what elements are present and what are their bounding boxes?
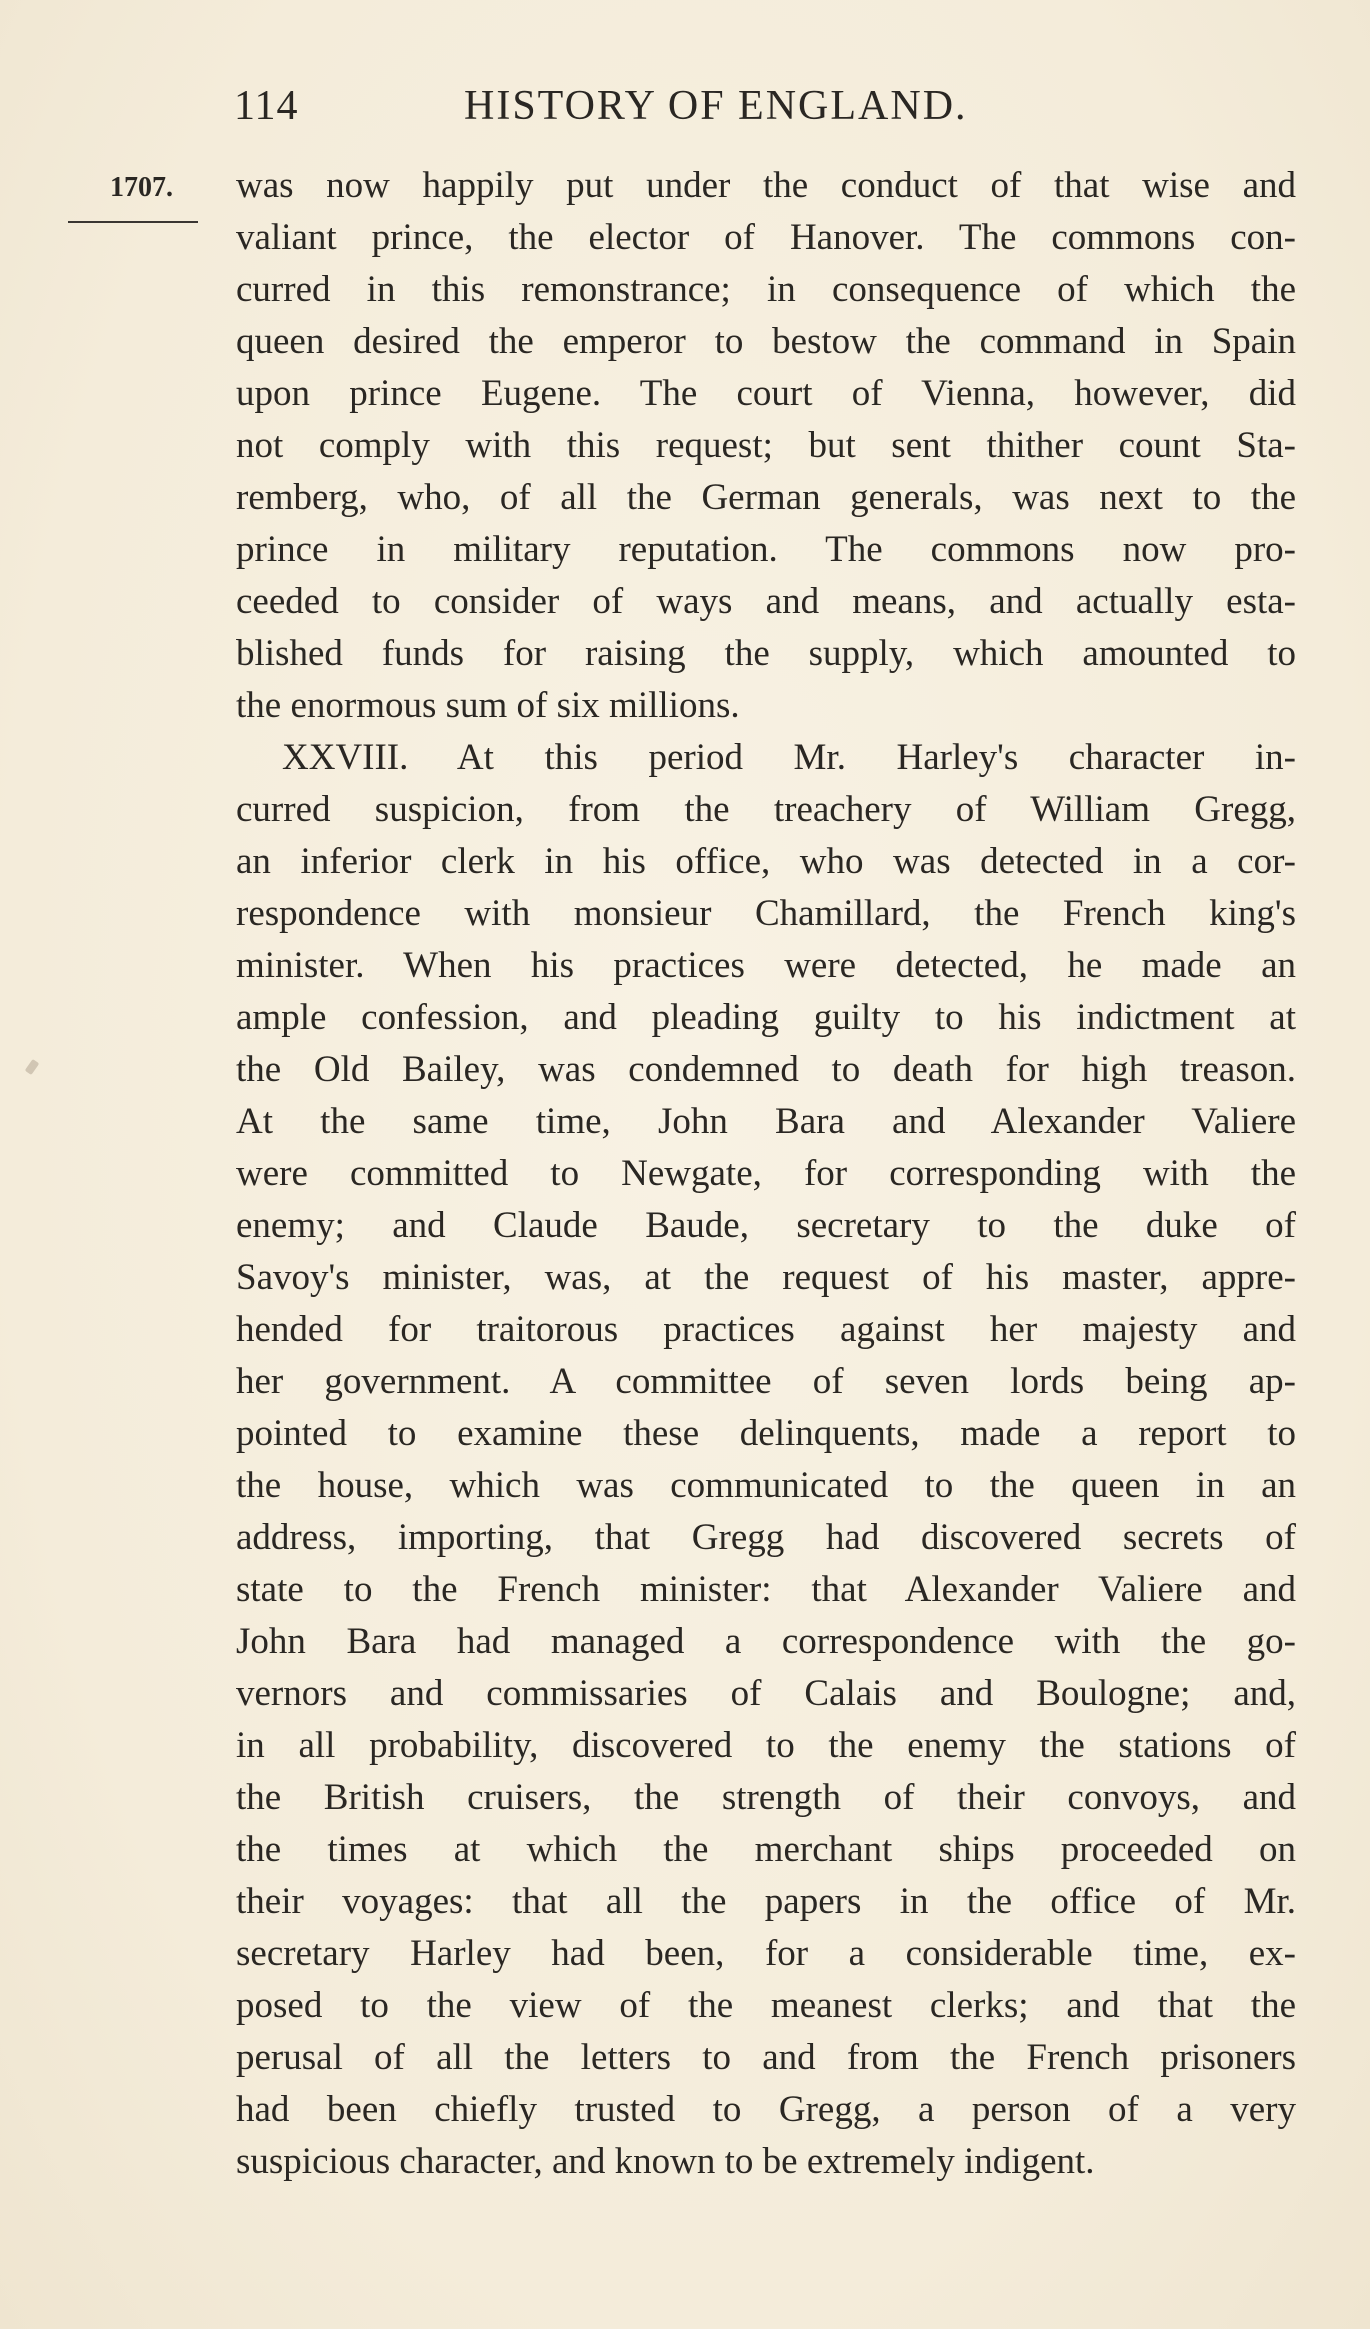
text-line: the times at which the merchant ships proceeded on [236, 1829, 1296, 1870]
text-line: in all probability, discovered to the enemy the stations of [236, 1725, 1296, 1766]
text-line: XXVIII. At this period Mr. Harley's character in- [282, 737, 1296, 778]
text-line: ceeded to consider of ways and means, and actually esta- [236, 581, 1296, 622]
running-title: HISTORY OF ENGLAND. [464, 83, 968, 129]
text-line: blished funds for raising the supply, which amounted to [236, 633, 1296, 674]
text-line: upon prince Eugene. The court of Vienna, however, did [236, 373, 1296, 414]
text-line: prince in military reputation. The commons now pro- [236, 529, 1296, 570]
text-line: pointed to examine these delinquents, made a report to [236, 1413, 1296, 1454]
text-line: not comply with this request; but sent thither count Sta- [236, 425, 1296, 466]
text-line: minister. When his practices were detected, he made an [236, 945, 1296, 986]
text-line: vernors and commissaries of Calais and Boulogne; and, [236, 1673, 1296, 1714]
text-line: was now happily put under the conduct of that wise and [236, 165, 1296, 206]
text-line: respondence with monsieur Chamillard, the French king's [236, 893, 1296, 934]
text-line: an inferior clerk in his office, who was detected in a cor- [236, 841, 1296, 882]
text-line: the house, which was communicated to the queen in an [236, 1465, 1296, 1506]
text-line: the British cruisers, the strength of their convoys, and [236, 1777, 1296, 1818]
text-line: their voyages: that all the papers in the office of Mr. [236, 1881, 1296, 1922]
text-line: the Old Bailey, was condemned to death for high treason. [236, 1049, 1296, 1090]
text-line: valiant prince, the elector of Hanover. The commons con- [236, 217, 1296, 258]
text-line: posed to the view of the meanest clerks; and that the [236, 1985, 1296, 2026]
text-line: remberg, who, of all the German generals, was next to the [236, 477, 1296, 518]
text-line: state to the French minister: that Alexander Valiere and [236, 1569, 1296, 1610]
text-line: secretary Harley had been, for a considerable time, ex- [236, 1933, 1296, 1974]
running-head [234, 82, 1299, 142]
text-line: enemy; and Claude Baude, secretary to the duke of [236, 1205, 1296, 1246]
text-line: address, importing, that Gregg had discovered secrets of [236, 1517, 1296, 1558]
text-line: suspicious character, and known to be extremely indigent. [236, 2141, 1095, 2182]
text-line: perusal of all the letters to and from the French prisoners [236, 2037, 1296, 2078]
text-line: the enormous sum of six millions. [236, 685, 740, 726]
text-line: had been chiefly trusted to Gregg, a person of a very [236, 2089, 1296, 2130]
text-line: curred in this remonstrance; in consequence of which the [236, 269, 1296, 310]
margin-rule [68, 221, 198, 223]
body-text [236, 160, 1296, 2188]
text-line: her government. A committee of seven lords being ap- [236, 1361, 1296, 1402]
text-line: were committed to Newgate, for corresponding with the [236, 1153, 1296, 1194]
text-line: Savoy's minister, was, at the request of his master, appre- [236, 1257, 1296, 1298]
text-line: queen desired the emperor to bestow the command in Spain [236, 321, 1296, 362]
text-line: hended for traitorous practices against her majesty and [236, 1309, 1296, 1350]
margin-year-note: 1707. [110, 172, 173, 203]
text-line: John Bara had managed a correspondence with the go- [236, 1621, 1296, 1662]
stray-ink-mark [25, 1059, 40, 1075]
page-number: 114 [234, 83, 299, 129]
text-line: curred suspicion, from the treachery of William Gregg, [236, 789, 1296, 830]
text-line: At the same time, John Bara and Alexander Valiere [236, 1101, 1296, 1142]
text-line: ample confession, and pleading guilty to his indictment at [236, 997, 1296, 1038]
